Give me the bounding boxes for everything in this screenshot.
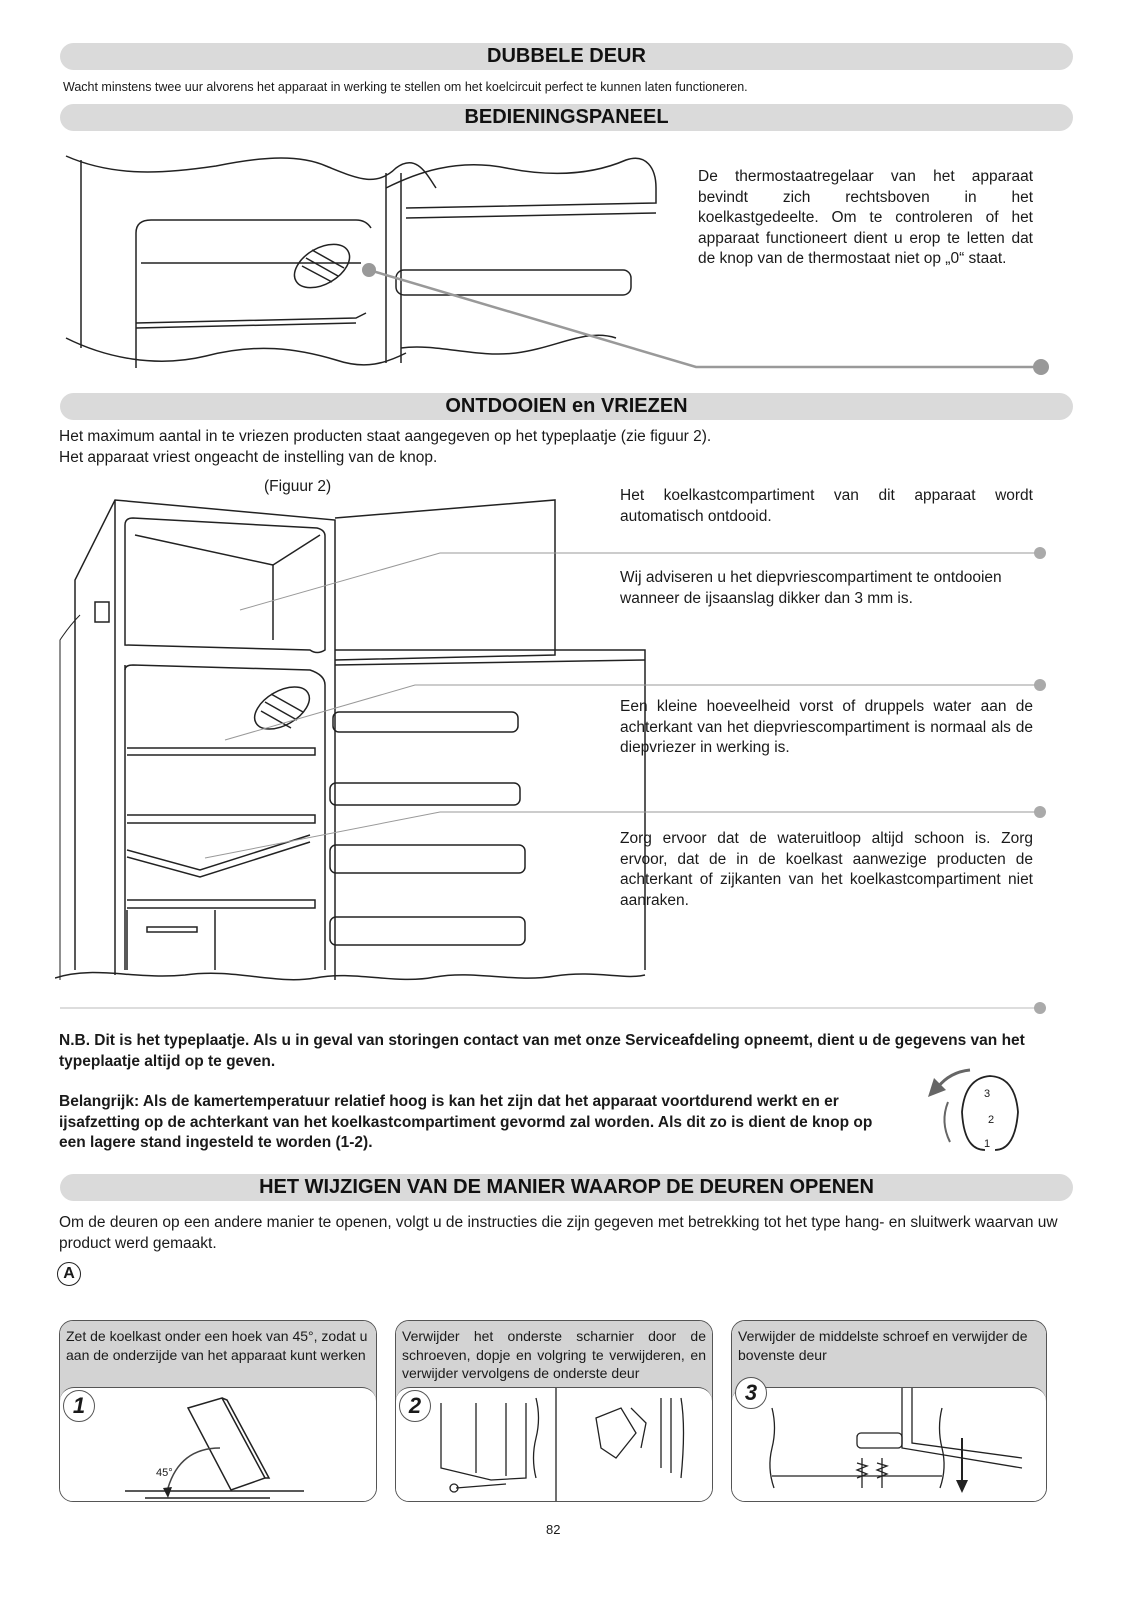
ontdooien-note-4: Zorg ervoor dat de wateruitloop altijd schoon is. Zorg ervoor, dat de in de koelkast aanwezige producten de achterkant of zijkanten van het koelkastcompartiment niet aanraken. [620, 830, 1033, 909]
step-1-number: 1 [63, 1390, 95, 1422]
step-2-text: Verwijder het onderste scharnier door de schroeven, dopje en volgring te verwijderen, en verwijder vervolgens de onderste deur [402, 1328, 706, 1381]
ontdooien-note-1: Het koelkastcompartiment van dit apparaat wordt automatisch ontdooid. [620, 487, 1033, 525]
knob-label-1: 1 [984, 1138, 991, 1150]
ontdooien-intro-line1: Het maximum aantal in te vriezen producten staat aangegeven op het typeplaatje (zie figuur 2). [59, 428, 712, 445]
knob-label-2: 2 [988, 1114, 995, 1126]
step-2-panel [395, 1320, 713, 1502]
step-1-illustration [60, 1387, 376, 1501]
section-title-ontdooien: ONTDOOIEN en VRIEZEN [60, 393, 1073, 420]
step-3-number: 3 [735, 1377, 767, 1409]
bedieningspaneel-text: De thermostaatregelaar van het apparaat bevindt zich rechtsboven in het koelkastgedeelte. Om te controleren of het apparaat functioneert dient u erop te letten dat de knop van de thermostaat niet op „0“ staat. [698, 168, 1033, 267]
step-1-panel [59, 1320, 377, 1502]
step-1-angle-label: 45° [156, 1467, 173, 1479]
page-number: 82 [546, 1522, 561, 1537]
step-3-illustration [732, 1387, 1046, 1501]
step-2-illustration [396, 1387, 712, 1501]
step-3-text: Verwijder de middelste schroef en verwijder de bovenste deur [738, 1328, 1028, 1363]
variant-a-badge: A [57, 1262, 81, 1286]
dubbele-deur-text: Wacht minstens twee uur alvorens het apparaat in werking te stellen om het koelcircuit perfect te kunnen laten functioneren. [63, 80, 748, 94]
figure-caption: (Figuur 2) [264, 478, 332, 495]
step-2-number: 2 [399, 1390, 431, 1422]
section-title-deuren: HET WIJZIGEN VAN DE MANIER WAAROP DE DEUREN OPENEN [60, 1174, 1073, 1201]
section-title-dubbele-deur: DUBBELE DEUR [60, 43, 1073, 70]
ontdooien-note-3: Een kleine hoeveelheid vorst of druppels water aan de achterkant van het diepvriescompartiment is normaal als de diepvriezer in werking is. [620, 698, 1033, 756]
ontdooien-note-2: Wij adviseren u het diepvriescompartiment te ontdooien wanneer de ijsaanslag dikker dan 3 mm is. [620, 569, 1002, 607]
section-title-bedieningspaneel: BEDIENINGSPANEEL [60, 104, 1073, 131]
belangrijk-note: Belangrijk: Als de kamertemperatuur relatief hoog is kan het zijn dat het apparaat voortdurend werkt en er ijsafzetting op de achterkant van het koelkastcompartiment gevormd zal worden. Als dit zo is dient de knop op een lagere stand ingesteld te worden (1-2). [59, 1093, 873, 1151]
thermostat-knob-illustration [920, 1062, 1030, 1152]
typeplaatje-note: N.B. Dit is het typeplaatje. Als u in geval van storingen contact van met onze Serviceafdeling opneemt, dient u de gegevens van het typeplaatje altijd op te geven. [59, 1032, 1025, 1070]
step-3-panel [731, 1320, 1047, 1502]
ontdooien-intro-line2: Het apparaat vriest ongeacht de instelling van de knop. [59, 449, 438, 466]
knob-label-3: 3 [984, 1088, 991, 1100]
deuren-text: Om de deuren op een andere manier te openen, volgt u de instructies die zijn gegeven met betrekking tot het type hang- en sluitwerk waarvan uw product werd gemaakt. [59, 1214, 1058, 1252]
step-1-text: Zet de koelkast onder een hoek van 45°, zodat u aan de onderzijde van het apparaat kunt werken [66, 1328, 368, 1363]
